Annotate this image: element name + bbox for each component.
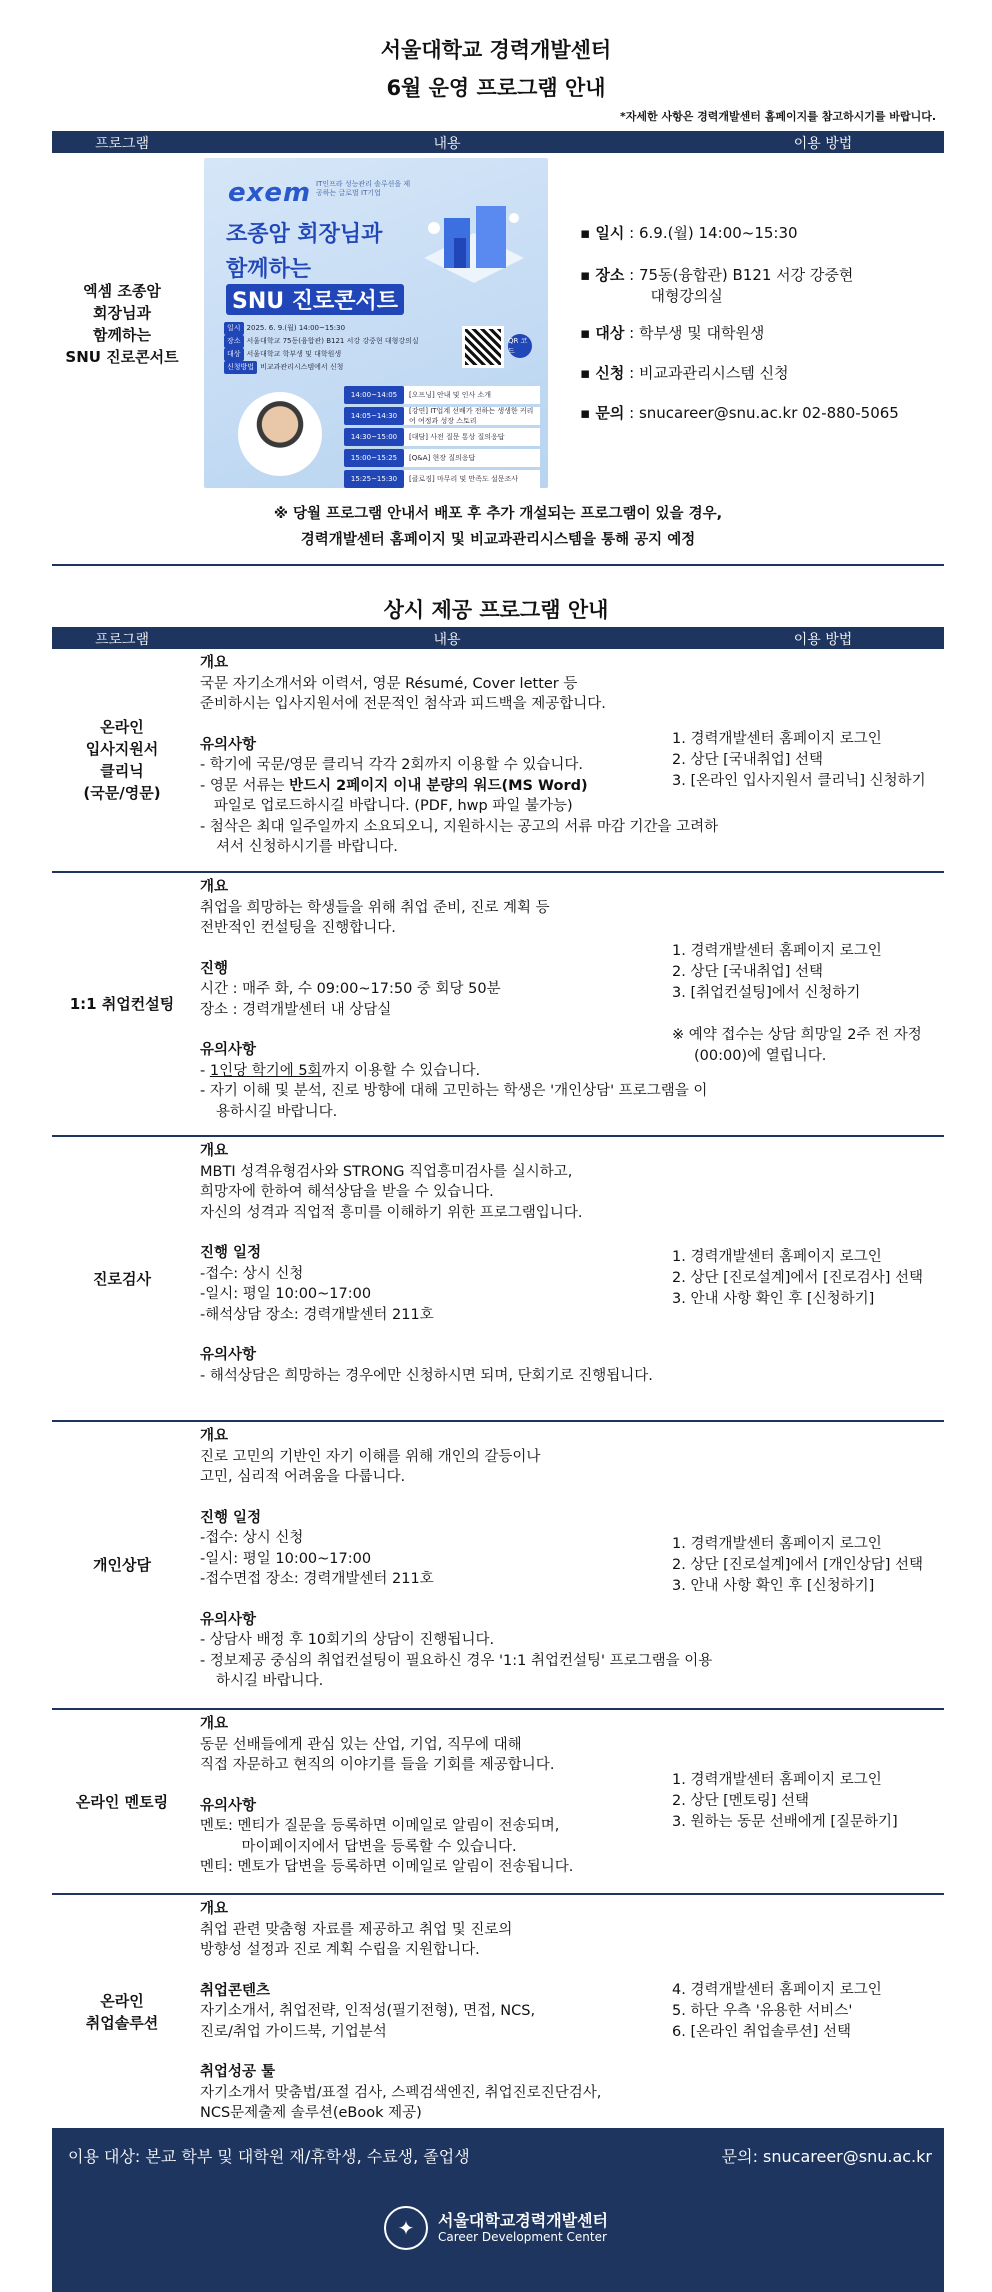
method-step: 1. 경력개발센터 홈페이지 로그인: [672, 1772, 882, 1788]
method-step: 2. 상단 [국내취업] 선택: [672, 751, 824, 768]
method-apply: ▪ 신청 : 비교과관리시스템 신청: [580, 364, 789, 382]
schedule-row: 14:30~15:00 [대담] 사전 질문 통상 질의응답: [344, 428, 540, 446]
col-content: 내용: [433, 136, 461, 152]
underline-emphasis: 1인당 학기에 5회: [209, 1062, 322, 1079]
schedule-row: 15:25~15:30 [클로징] 마무리 및 만족도 설문조사: [344, 470, 540, 488]
content-heading: 개요: [200, 1428, 229, 1444]
emphasis: 반드시 2페이지 이내 분량의 워드(MS Word): [289, 777, 588, 794]
content-heading: 취업콘텐츠: [200, 1982, 271, 1999]
method-step: 3. [취업컨설팅]에서 신청하기: [672, 985, 861, 1001]
col-program: 프로그램: [94, 632, 150, 648]
notice-box: [52, 494, 944, 566]
content-heading: 진행: [200, 960, 229, 977]
content-text: 동문 선배들에게 관심 있는 산업, 기업, 직무에 대해: [200, 1736, 522, 1753]
footer: [52, 2128, 944, 2292]
program-method: [672, 1895, 944, 2128]
method-step: 1. 경력개발센터 홈페이지 로그인: [672, 1249, 882, 1265]
method-place: ▪ 장소 : 75동(융합관) B121 서강 강중현 대형강의실: [580, 266, 854, 305]
method-step: 3. [온라인 입사지원서 클리닉] 신청하기: [672, 772, 926, 789]
content-bullet: - 자기 이해 및 분석, 진로 방향에 대해 고민하는 학생은 '개인상담' 프로그램을 이용하시길 바랍니다.: [200, 1083, 708, 1120]
notice-line-1: ※ 당월 프로그램 안내서 배포 후 추가 개설되는 프로그램이 있을 경우,: [273, 506, 723, 522]
col-program: 프로그램: [94, 136, 150, 152]
program-row: [52, 1422, 944, 1710]
concert-poster: [204, 158, 548, 488]
program-method: [672, 649, 944, 871]
method-contact[interactable]: ▪ 문의 : snucareer@snu.ac.kr 02-880-5065: [580, 404, 899, 422]
content-text: 방향성 설정과 진로 계획 수립을 지원합니다.: [200, 1942, 480, 1958]
featured-label: 엑셈 조종암 회장님과 함께하는 SNU 진로콘서트: [65, 281, 179, 366]
program-label: 진로검사: [93, 1269, 151, 1288]
table-header-1: [52, 131, 944, 153]
content-bullet: - 학기에 국문/영문 클리닉 각각 2회까지 이용할 수 있습니다.: [200, 757, 583, 773]
content-heading: 유의사항: [200, 736, 257, 753]
poster-info-2: 대상 서울대학교 학부생 및 대학원생: [224, 348, 419, 361]
content-text: -접수면접 장소: 경력개발센터 211호: [200, 1571, 434, 1587]
org-name: 서울대학교경력개발센터: [438, 2211, 609, 2230]
method-step: 4. 경력개발센터 홈페이지 로그인: [672, 1982, 882, 1998]
method-step: 3. 안내 사항 확인 후 [신청하기]: [672, 1291, 875, 1307]
program-content: [200, 877, 720, 1122]
col-method: 이용 방법: [793, 136, 853, 152]
program-label: 온라인 취업솔루션: [85, 1991, 159, 2032]
footer-eligibility: 이용 대상: 본교 학부 및 대학원 재/휴학생, 수료생, 졸업생: [68, 2147, 470, 2166]
program-row: [52, 1895, 944, 2128]
col-method: 이용 방법: [793, 632, 853, 648]
program-row: [52, 649, 944, 873]
schedule-row: 14:05~14:30 [강연] IT업계 선배가 전하는 생생한 커리어 여정과 성장 스토리: [344, 407, 540, 425]
program-label: 온라인 멘토링: [75, 1792, 169, 1811]
method-step: 3. 안내 사항 확인 후 [신청하기]: [672, 1577, 875, 1594]
content-heading: 개요: [200, 1901, 229, 1917]
content-heading: 개요: [200, 655, 229, 671]
table-header-2: [52, 627, 944, 649]
content-text: 파일로 업로드하시길 바랍니다. (PDF, hwp 파일 불가능): [200, 798, 573, 814]
content-text: MBTI 성격유형검사와 STRONG 직업흥미검사를 실시하고,: [200, 1163, 573, 1180]
content-bullet: - 1인당 학기에 5회까지 이용할 수 있습니다.: [200, 1062, 481, 1079]
poster-title-3: SNU 진로콘서트: [226, 284, 404, 315]
method-step: 1. 경력개발센터 홈페이지 로그인: [672, 730, 882, 747]
content-heading: 개요: [200, 1716, 229, 1732]
content-text: -해석상담 장소: 경력개발센터 211호: [200, 1306, 434, 1323]
method-step: 1. 경력개발센터 홈페이지 로그인: [672, 943, 882, 959]
snu-seal-icon: ✦: [384, 2206, 428, 2250]
exem-logo: exem: [228, 178, 312, 208]
method-step: 6. [온라인 취업솔루션] 선택: [672, 2024, 852, 2040]
method-step: 2. 상단 [진로설계]에서 [진로검사] 선택: [672, 1270, 923, 1286]
page-title-2: 6월 운영 프로그램 안내: [386, 76, 606, 100]
org-name-en: Career Development Center: [438, 2230, 607, 2244]
spacer: [200, 2042, 720, 2062]
content-text: 장소 : 경력개발센터 내 상담실: [200, 1001, 392, 1018]
poster-tagline: IT인프라 성능관리 솔루션을 제공하는 글로벌 IT기업: [316, 180, 411, 197]
method-step: 1. 경력개발센터 홈페이지 로그인: [672, 1535, 882, 1552]
program-content: [200, 1141, 720, 1386]
spacer: [200, 939, 720, 959]
qr-badge: QR 코드: [508, 334, 532, 358]
method-date: ▪ 일시 : 6.9.(월) 14:00~15:30: [580, 224, 798, 242]
content-text: 취업 관련 맞춤형 자료를 제공하고 취업 및 진로의: [200, 1921, 513, 1938]
program-row: [52, 873, 944, 1137]
spacer: [200, 1961, 720, 1981]
content-heading: 진행 일정: [200, 1245, 262, 1261]
building-illustration: [414, 188, 534, 298]
content-bullet: - 정보제공 중심의 취업컨설팅이 필요하신 경우 '1:1 취업컨설팅' 프로그램을 이용하시길 바랍니다.: [200, 1652, 713, 1689]
program-method: [672, 1422, 944, 1708]
content-text: 취업을 희망하는 학생들을 위해 취업 준비, 진로 계획 등: [200, 899, 550, 916]
spacer: [200, 1776, 720, 1796]
content-heading: 유의사항: [200, 1042, 257, 1058]
spacer: [200, 1325, 720, 1345]
content-heading: 개요: [200, 1143, 229, 1159]
content-text: 진로 고민의 기반인 자기 이해를 위해 개인의 갈등이나: [200, 1448, 541, 1465]
schedule-row: 15:00~15:25 [Q&A] 현장 질의응답: [344, 449, 540, 467]
program-method: [672, 1137, 944, 1420]
program-row: [52, 1137, 944, 1422]
poster-title-2: 함께하는: [226, 257, 312, 282]
content-text: 자신의 성격과 직업적 흥미를 이해하기 위한 프로그램입니다.: [200, 1204, 583, 1221]
content-heading: 개요: [200, 879, 229, 895]
content-heading: 유의사항: [200, 1611, 257, 1628]
content-text: -접수: 상시 신청: [200, 1530, 304, 1546]
content-bullet: - 첨삭은 최대 일주일까지 소요되오니, 지원하시는 공고의 서류 마감 기간을 고려하셔서 신청하시기를 바랍니다.: [200, 818, 719, 855]
poster-info-3: 신청방법 비교과관리시스템에서 신청: [224, 361, 419, 374]
spacer: [200, 1223, 720, 1243]
content-text: NCS문제출제 솔루션(eBook 제공): [200, 2105, 422, 2121]
content-bullet: - 영문 서류는 반드시 2페이지 이내 분량의 워드(MS Word): [200, 777, 588, 794]
program-method: [672, 1710, 944, 1893]
content-text: 국문 자기소개서와 이력서, 영문 Résumé, Cover letter 등: [200, 675, 578, 692]
content-text: 마이페이지에서 답변을 등록할 수 있습니다.: [200, 1838, 517, 1855]
poster-info-0: 일시 2025. 6. 9.(월) 14:00~15:30: [224, 322, 419, 335]
speaker-photo: [238, 392, 322, 476]
content-text: 직접 자문하고 현직의 이야기를 들을 기회를 제공합니다.: [200, 1757, 555, 1773]
content-text: 멘티: 멘토가 답변을 등록하면 이메일로 알림이 전송됩니다.: [200, 1859, 574, 1875]
notice-line-2: 경력개발센터 홈페이지 및 비교과관리시스템을 통해 공지 예정: [300, 532, 696, 548]
content-text: -일시: 평일 10:00~17:00: [200, 1550, 372, 1567]
poster-info-1: 장소 서울대학교 75동(융합관) B121 서강 강중현 대형강의실: [224, 335, 419, 348]
program-label: 개인상담: [93, 1556, 151, 1574]
content-text: 시간 : 매주 화, 수 09:00~17:50 중 회당 50분: [200, 981, 501, 997]
content-text: 준비하시는 입사지원서에 전문적인 첨삭과 피드백을 제공합니다.: [200, 696, 606, 712]
col-content: 내용: [433, 632, 461, 648]
program-row: [52, 1710, 944, 1895]
content-heading: 유의사항: [200, 1347, 257, 1363]
content-heading: 진행 일정: [200, 1509, 262, 1526]
method-step: 2. 상단 [국내취업] 선택: [672, 964, 824, 980]
schedule-row: 14:00~14:05 [오프닝] 안내 및 인사 소개: [344, 386, 540, 404]
program-method: [672, 873, 944, 1135]
program-content: [200, 1899, 720, 2124]
content-text: 진로/취업 가이드북, 기업분석: [200, 2023, 387, 2040]
program-content: [200, 653, 720, 858]
content-text: 희망자에 한하여 해석상담을 받을 수 있습니다.: [200, 1184, 494, 1200]
content-text: 전반적인 컨설팅을 진행합니다.: [200, 920, 396, 936]
method-target: ▪ 대상 : 학부생 및 대학원생: [580, 324, 765, 342]
program-content: [200, 1714, 720, 1878]
page-title-1: 서울대학교 경력개발센터: [380, 38, 612, 62]
method-step: [672, 1004, 944, 1025]
reference-note: *자세한 사항은 경력개발센터 홈페이지를 참고하시기를 바랍니다.: [620, 110, 936, 123]
content-text: 고민, 심리적 어려움을 다룹니다.: [200, 1469, 406, 1485]
content-bullet: - 해석상담은 희망하는 경우에만 신청하시면 되며, 단회기로 진행됩니다.: [200, 1367, 653, 1384]
spacer: [200, 1488, 720, 1508]
content-heading: 유의사항: [200, 1797, 257, 1814]
method-step: 3. 원하는 동문 선배에게 [질문하기]: [672, 1814, 898, 1830]
poster-info: [224, 322, 419, 374]
footer-contact[interactable]: 문의: snucareer@snu.ac.kr: [721, 2147, 932, 2166]
method-step: 2. 상단 [진로설계]에서 [개인상담] 선택: [672, 1556, 923, 1573]
poster-title-1: 조종암 회장님과: [226, 222, 383, 247]
content-heading: 취업성공 툴: [200, 2064, 276, 2080]
content-bullet: - 상담사 배정 후 10회기의 상담이 진행됩니다.: [200, 1632, 495, 1648]
content-text: -접수: 상시 신청: [200, 1265, 304, 1282]
poster-schedule: [344, 386, 540, 488]
content-text: 자기소개서 맞춤법/표절 검사, 스펙검색엔진, 취업진로진단검사,: [200, 2084, 602, 2101]
spacer: [200, 715, 720, 735]
program-label: 1:1 취업컨설팅: [69, 995, 175, 1013]
program-content: [200, 1426, 720, 1692]
section2-title: 상시 제공 프로그램 안내: [383, 598, 609, 622]
content-text: 자기소개서, 취업전략, 인적성(필기전형), 면접, NCS,: [200, 2003, 536, 2019]
method-step: 2. 상단 [멘토링] 선택: [672, 1793, 810, 1809]
method-step: ※ 예약 접수는 상담 희망일 2주 전 자정(00:00)에 열립니다.: [672, 1027, 922, 1064]
method-step: 5. 하단 우측 '유용한 서비스': [672, 2003, 853, 2019]
spacer: [200, 1590, 720, 1610]
spacer: [200, 1020, 720, 1040]
program-label: 온라인 입사지원서 클리닉 (국문/영문): [83, 718, 161, 802]
content-text: -일시: 평일 10:00~17:00: [200, 1286, 372, 1302]
qr-code: [462, 326, 504, 368]
content-text: 멘토: 멘티가 질문을 등록하면 이메일로 알림이 전송되며,: [200, 1818, 560, 1834]
